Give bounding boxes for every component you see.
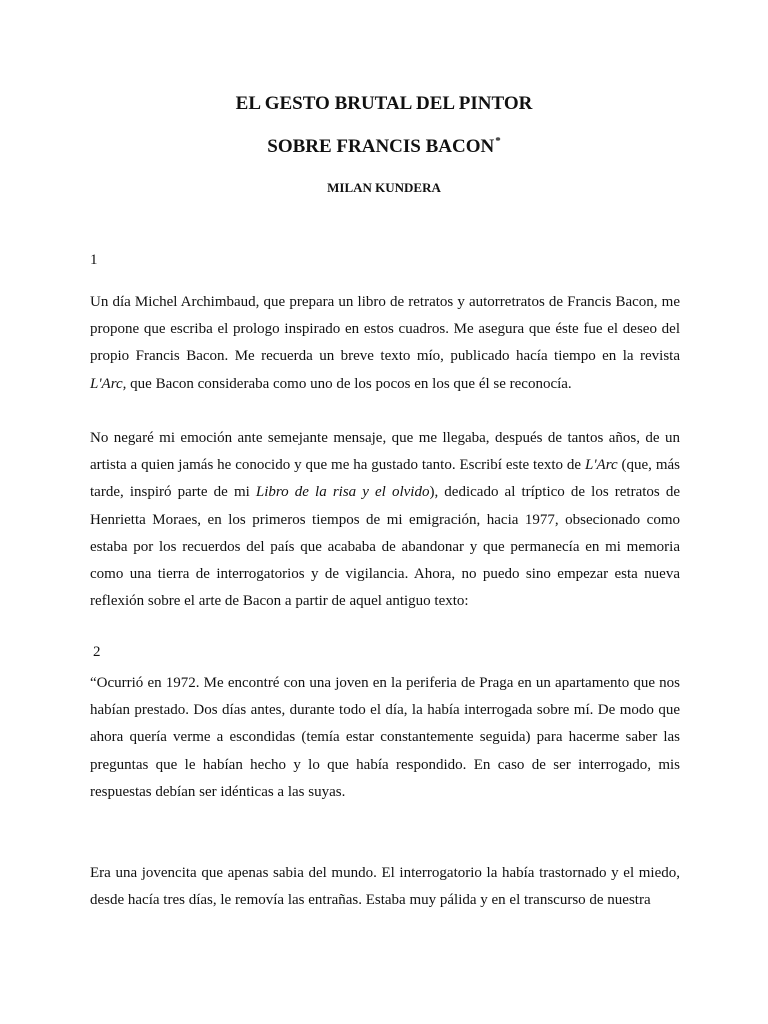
paragraph-1-text-b: que Bacon consideraba como uno de los pocos en los que él se reconocía. <box>126 375 572 392</box>
document-subtitle <box>0 136 768 158</box>
paragraph-1 <box>90 289 680 398</box>
paragraph-3: “Ocurrió en 1972. Me encontré con una joven en la periferia de Praga en un apartamento que nos habían prestado. Dos días antes, durante todo el día, la había interrogada sobre mí. De modo que ahora quería verme a escondidas (temía estar constantemente seguida) para hacerme saber las preguntas que le habían hecho y lo que había respondido. En caso de ser interrogado, mis respuestas debían ser idénticas a las suyas. <box>90 675 680 800</box>
paragraph-1-italic: L'Arc, <box>90 375 127 392</box>
footnote-marker[interactable]: * <box>495 135 501 147</box>
paragraph-2 <box>90 425 680 615</box>
author-text: MILAN KUNDERA <box>327 180 441 195</box>
paragraph-2-italic-1: L'Arc <box>584 457 618 474</box>
section-number-2: 2 <box>93 644 101 660</box>
paragraph-1-text-a: Un día Michel Archimbaud, que prepara un libro de retratos y autorretratos de Francis Bacon, me propone que escriba el prologo inspirado en estos cuadros. Me asegura que éste fue el deseo del propio Francis Bacon. Me recuerda un breve texto mío, publicado hacía tiempo en la revista <box>90 294 680 365</box>
document-title <box>0 93 768 115</box>
author-name <box>0 180 768 196</box>
title-text: EL GESTO BRUTAL DEL PINTOR <box>235 93 533 114</box>
subtitle-text: SOBRE FRANCIS BACON <box>267 136 495 157</box>
paragraph-2-text-c: ), dedicado al tríptico de los retratos de Henrietta Moraes, en los primeros tiempos de mi emigración, hacia 1977, obsecionado como estaba por los recuerdos del país que acababa de abandonar y que permanecía en mi memoria como una tierra de interrogatorios y de vigilancia. Ahora, no puedo sino empezar esta nueva reflexión sobre el arte de Bacon a partir de aquel antiguo texto: <box>90 484 681 610</box>
paragraph-4: Era una jovencita que apenas sabia del mundo. El interrogatorio la había trastornado y el miedo, desde hacía tres días, le removía las entrañas. Estaba muy pálida y en el transcurso de nuestra <box>90 865 680 909</box>
paragraph-2-text-a: No negaré mi emoción ante semejante mensaje, que me llegaba, después de tantos años, de un artista a quien jamás he conocido y que me ha gustado tanto. Escribí este texto de <box>90 430 680 474</box>
paragraph-2-italic-2: Libro de la risa y el olvido <box>255 484 430 501</box>
paragraph-2-text-b: (que, más tarde, inspiró parte de mi <box>90 457 680 501</box>
section-number-1: 1 <box>90 252 98 268</box>
